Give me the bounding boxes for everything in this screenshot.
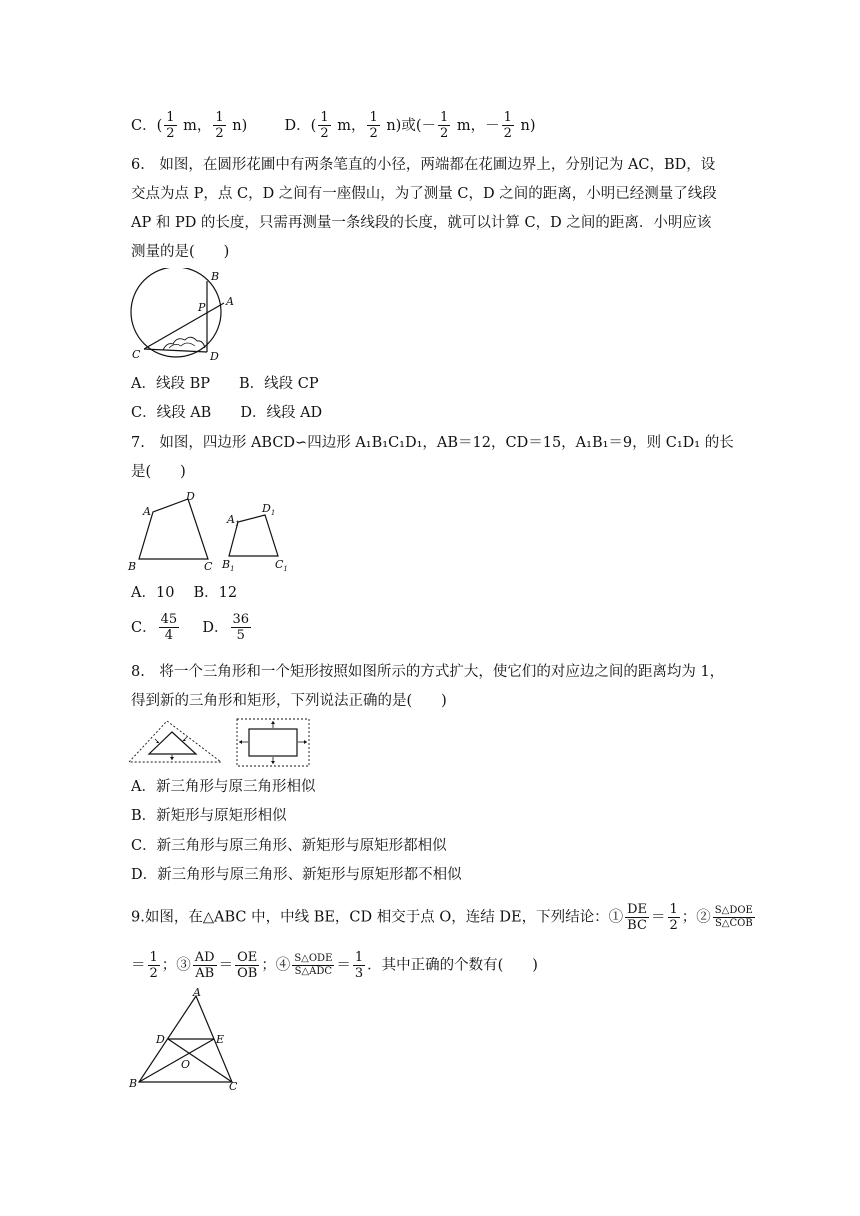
- label-c1: $C_1$: [275, 558, 288, 573]
- fraction-half: $\frac{1}{2}$: [215, 110, 224, 141]
- q8-option-a[interactable]: A．新三角形与原三角形相似: [131, 779, 316, 795]
- fraction-half: $\frac{1}{2}$: [669, 902, 678, 933]
- q8-expand-figure: [125, 715, 315, 770]
- fraction-half: $\frac{1}{2}$: [503, 110, 512, 141]
- fraction-ad-ab: $\frac{AD}{AB}$: [194, 950, 215, 981]
- q7-options-ab[interactable]: A．10 B．12: [131, 585, 238, 601]
- q5-option-d[interactable]: D．( $\frac{1}{2}$ m， $\frac{1}{2}$ n)或(－ $\frac{1}{2}$ m，－ $\frac{1}{2}$ n): [284, 110, 536, 141]
- fraction-half: $\frac{1}{2}$: [369, 110, 378, 141]
- label-c: C: [229, 1080, 238, 1093]
- label-e: E: [216, 1033, 225, 1046]
- q8-line-1: 8. 将一个三角形和一个矩形按照如图所示的方式扩大，使它们的对应边之间的距离均为 1，: [131, 664, 725, 680]
- q7-quadrilateral-figure: [125, 490, 295, 575]
- label-d: D: [186, 490, 195, 503]
- q9-line-1: 9.如图，在△ABC 中，中线 BE，CD 相交于点 O，连结 DE，下列结论：① $\frac{DE}{BC}$ ＝ $\frac{1}{2}$ ；② $\frac{\text{S△DOE}}{\text{S△COB}}$: [131, 902, 753, 933]
- q7-line-1: 7. 如图，四边形 ABCD∽四边形 A₁B₁C₁D₁，AB＝12，CD＝15，A₁B₁＝9，则 C₁D₁ 的长: [131, 435, 734, 451]
- q5-option-c[interactable]: C．( $\frac{1}{2}$ m， $\frac{1}{2}$ n): [131, 110, 248, 141]
- q6-line-1: 6. 如图，在圆形花圃中有两条笔直的小径，两端都在花圃边界上，分别记为 AC，BD，设: [131, 157, 716, 173]
- label-a1: $A_1$: [227, 513, 240, 528]
- q9-line-2: ＝ $\frac{1}{2}$ ；③ $\frac{AD}{AB}$ ＝ $\frac{OE}{OB}$ ；④ $\frac{\text{S△ODE}}{\text{S△ADC}}$ ＝ $\frac{1}{3}$ ．其中正确的个数有( ): [131, 950, 538, 981]
- label-b1: $B_1$: [222, 558, 235, 573]
- fraction-de-bc: $\frac{DE}{BC}$: [627, 902, 647, 933]
- label-c: C: [204, 560, 213, 573]
- fraction-sdoe-scob: $\frac{\text{S△DOE}}{\text{S△COB}}$: [714, 905, 753, 929]
- label-c: C: [132, 348, 141, 361]
- q7-line-2: 是( ): [131, 464, 186, 480]
- label-a: A: [193, 988, 201, 999]
- q8-option-d[interactable]: D．新三角形与原三角形、新矩形与原矩形都不相似: [131, 867, 462, 883]
- q8-option-b[interactable]: B．新矩形与原矩形相似: [131, 808, 287, 824]
- fraction-45-4: $\frac{45}{4}$: [160, 612, 178, 643]
- q6-circle-figure: [125, 268, 240, 368]
- label-d: D: [210, 350, 219, 363]
- fraction-half: $\frac{1}{2}$: [166, 110, 175, 141]
- q7-options-cd: [131, 612, 253, 643]
- label-b: B: [129, 1077, 138, 1090]
- fraction-third: $\frac{1}{3}$: [354, 950, 364, 981]
- q6-options-ab[interactable]: A．线段 BP B．线段 CP: [131, 376, 319, 392]
- label-d: D: [156, 1033, 165, 1046]
- q7-option-c[interactable]: C． $\frac{45}{4}$: [131, 612, 178, 643]
- q6-line-4: 测量的是( ): [131, 244, 230, 260]
- q7-option-d[interactable]: D． $\frac{36}{5}$: [202, 612, 250, 643]
- q6-line-3: AP 和 PD 的长度，只需再测量一条线段的长度，就可以计算 C，D 之间的距离．小明应该: [131, 215, 712, 231]
- label-p: P: [198, 301, 206, 314]
- q8-line-2: 得到新的三角形和矩形，下列说法正确的是( ): [131, 693, 447, 709]
- label-b: B: [211, 270, 220, 283]
- label-b: B: [128, 560, 137, 573]
- fraction-sode-sadc: $\frac{\text{S△ODE}}{\text{S△ADC}}$: [294, 953, 333, 977]
- q6-options-cd[interactable]: C．线段 AB D．线段 AD: [131, 405, 323, 421]
- fraction-36-5: $\frac{36}{5}$: [232, 612, 250, 643]
- q6-line-2: 交点为点 P，点 C，D 之间有一座假山，为了测量 C，D 之间的距离，小明已经测量了线段: [131, 186, 717, 202]
- label-a: A: [143, 505, 151, 518]
- label-d1: $D_1$: [262, 502, 276, 517]
- q8-option-c[interactable]: C．新三角形与原三角形、新矩形与原矩形都相似: [131, 838, 447, 854]
- fraction-oe-ob: $\frac{OE}{OB}$: [237, 950, 258, 981]
- label-o: O: [181, 1058, 191, 1071]
- q9-triangle-figure: [125, 988, 250, 1093]
- q5-options: [131, 110, 536, 141]
- fraction-half: $\frac{1}{2}$: [320, 110, 329, 141]
- fraction-half: $\frac{1}{2}$: [440, 110, 449, 141]
- fraction-half: $\frac{1}{2}$: [149, 950, 158, 981]
- label-a: A: [226, 295, 234, 308]
